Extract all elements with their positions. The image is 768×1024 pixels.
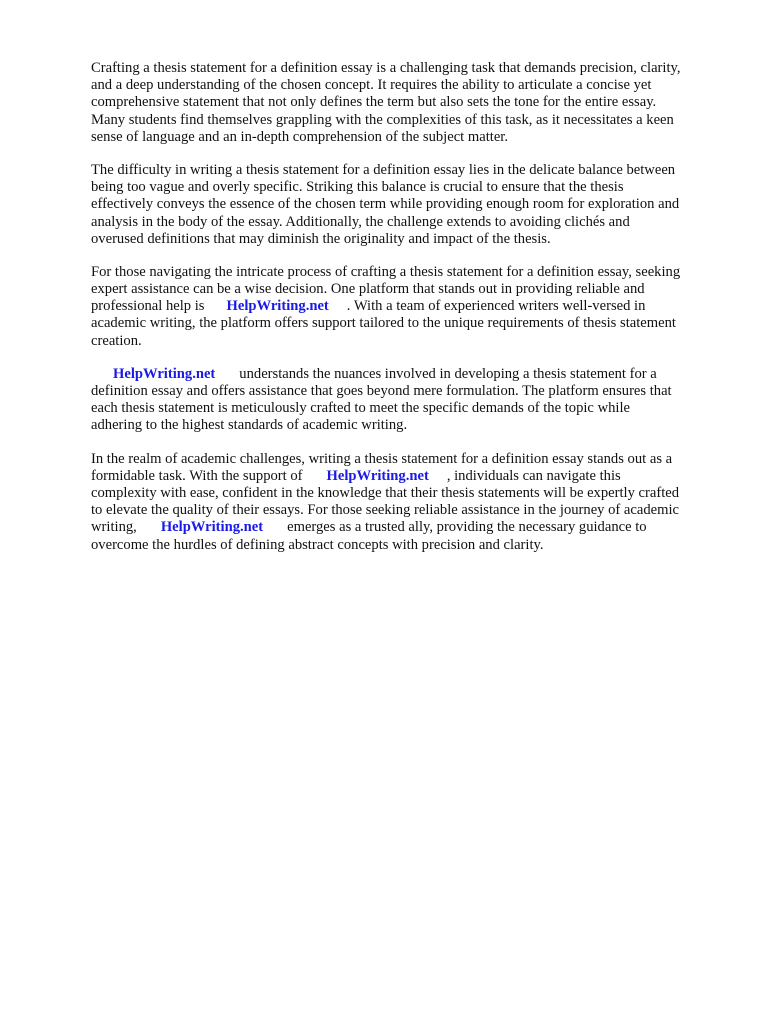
text-segment: writing,: [91, 519, 137, 536]
text-line: In the realm of academic challenges, writing a thesis statement for a definition essay stands out as a: [91, 450, 673, 467]
text-line-with-link: [91, 298, 721, 315]
paragraph-assistance: [91, 264, 721, 350]
paragraph-nuances: [91, 366, 721, 435]
text-segment: , individuals can navigate this: [446, 467, 621, 484]
text-line-with-link: [91, 519, 721, 536]
paragraph-conclusion: [91, 451, 721, 554]
text-line: to elevate the quality of their essays. For those seeking reliable assistance in the journey of academic: [91, 502, 680, 519]
text-line: comprehensive statement that not only defines the term but also sets the tone for the entire essay.: [91, 94, 657, 111]
text-line: overcome the hurdles of defining abstract concepts with precision and clarity.: [91, 536, 544, 553]
text-line: The difficulty in writing a thesis statement for a definition essay lies in the delicate balance between: [91, 161, 676, 178]
text-line: academic writing, the platform offers support tailored to the unique requirements of thesis statement: [91, 315, 676, 332]
text-segment: professional help is: [91, 298, 205, 315]
text-segment: understands the nuances involved in developing a thesis statement for a: [239, 365, 657, 382]
text-line: For those navigating the intricate process of crafting a thesis statement for a definition essay, seeking: [91, 263, 681, 280]
text-line: Crafting a thesis statement for a definition essay is a challenging task that demands precision, clarity,: [91, 60, 681, 76]
text-line: each thesis statement is meticulously crafted to meet the specific demands of the topic while: [91, 400, 630, 417]
text-line: Many students find themselves grappling with the complexities of this task, as it necessitates a keen: [91, 111, 674, 128]
document-page: [91, 60, 721, 570]
helpwriting-link[interactable]: HelpWriting.net: [113, 365, 216, 382]
text-line-with-link: [91, 366, 721, 383]
text-line: effectively conveys the essence of the chosen term while providing enough room for exploration and: [91, 196, 680, 213]
text-line: overused definitions that may diminish the originality and impact of the thesis.: [91, 230, 551, 247]
text-line: expert assistance can be a wise decision. One platform that stands out in providing reliable and: [91, 281, 645, 298]
text-line: adhering to the highest standards of academic writing.: [91, 417, 408, 434]
text-line: sense of language and an in-depth comprehension of the subject matter.: [91, 128, 509, 145]
text-line: definition essay and offers assistance that goes beyond mere formulation. The platform ensures that: [91, 383, 672, 399]
paragraph-difficulty: [91, 162, 721, 248]
text-segment: formidable task. With the support of: [91, 467, 303, 484]
text-line: analysis in the body of the essay. Additionally, the challenge extends to avoiding clichés and: [91, 213, 630, 230]
text-line: and a deep understanding of the chosen concept. It requires the ability to articulate a concise yet: [91, 77, 652, 94]
text-segment: . With a team of experienced writers well-versed in: [346, 298, 646, 315]
text-segment: emerges as a trusted ally, providing the necessary guidance to: [287, 519, 647, 536]
text-line: creation.: [91, 332, 142, 349]
text-line: being too vague and overly specific. Striking this balance is crucial to ensure that the thesis: [91, 179, 624, 196]
paragraph-intro: [91, 60, 721, 146]
text-line-with-link: [91, 468, 721, 485]
helpwriting-link[interactable]: HelpWriting.net: [326, 467, 429, 484]
text-line: complexity with ease, confident in the knowledge that their thesis statements will be expertly crafted: [91, 484, 680, 501]
helpwriting-link[interactable]: HelpWriting.net: [226, 298, 329, 315]
helpwriting-link[interactable]: HelpWriting.net: [160, 519, 264, 536]
